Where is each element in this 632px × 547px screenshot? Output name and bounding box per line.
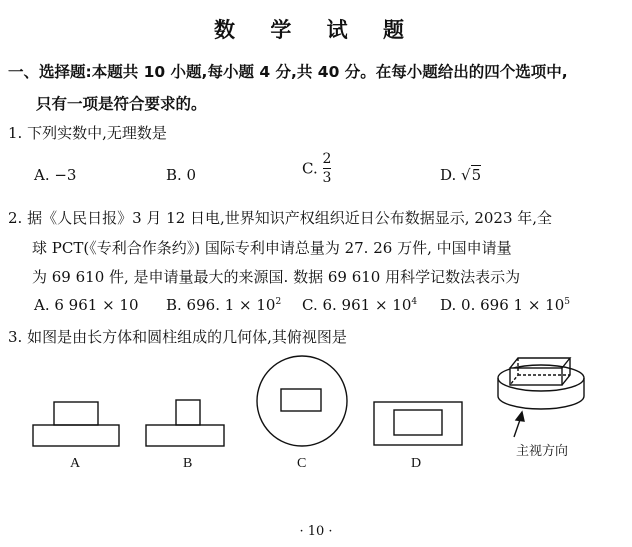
q3-label-a: A [70,456,81,471]
q1-option-a: A. −3 [34,166,77,184]
q3-view-direction-label: 主视方向 [516,444,569,459]
arrow-icon [514,412,524,437]
section-heading-line2: 只有一项是符合要求的。 [36,95,207,113]
q3-stem: 3. 如图是由长方体和圆柱组成的几何体,其俯视图是 [8,328,347,346]
q2-option-d-exponent: 5 [564,297,570,307]
q2-option-d-base: D. 0. 696 1 × 10 [440,296,565,314]
q1-option-b: B. 0 [166,166,197,184]
figure-a [33,402,119,446]
fraction-numerator: 2 [322,151,332,167]
q1-stem: 1. 下列实数中,无理数是 [8,124,167,142]
solid-figure [498,358,584,409]
q2-line2: 球 PCT(《专利合作条约》) 国际专利申请总量为 27. 26 万件, 中国申请量 [32,239,512,257]
q2-line3: 为 69 610 件, 是申请量最大的来源国. 数据 69 610 用科学记数法表示为 [32,268,521,286]
q2-option-b-base: B. 696. 1 × 10 [166,296,276,314]
q2-option-c-exponent: 4 [411,297,418,307]
q3-label-c: C [297,456,307,471]
q2-option-c-base: C. 6. 961 × 10 [302,296,412,314]
figure-c [257,356,347,446]
fraction-denominator: 3 [322,170,332,186]
q1-option-d-prefix: D. √ [440,166,471,184]
q1-option-c-prefix: C. [302,159,318,178]
section-heading-line1: 一、选择题:本题共 10 小题,每小题 4 分,共 40 分。在每小题给出的四个选项中, [8,63,568,81]
q3-label-d: D [411,456,422,471]
q2-option-a: A. 6 961 × 10 [34,296,139,314]
q1-option-d-radicand: 5 [471,166,482,184]
figure-d [374,402,462,445]
q3-label-b: B [183,456,193,471]
q2-line1: 2. 据《人民日报》3 月 12 日电,世界知识产权组织近日公布数据显示, 2023 年,全 [8,209,553,227]
page-title: 数 学 试 题 [214,18,418,42]
q2-option-b-exponent: 2 [275,297,282,307]
page-number: · 10 · [299,524,333,539]
figure-b [146,400,224,446]
